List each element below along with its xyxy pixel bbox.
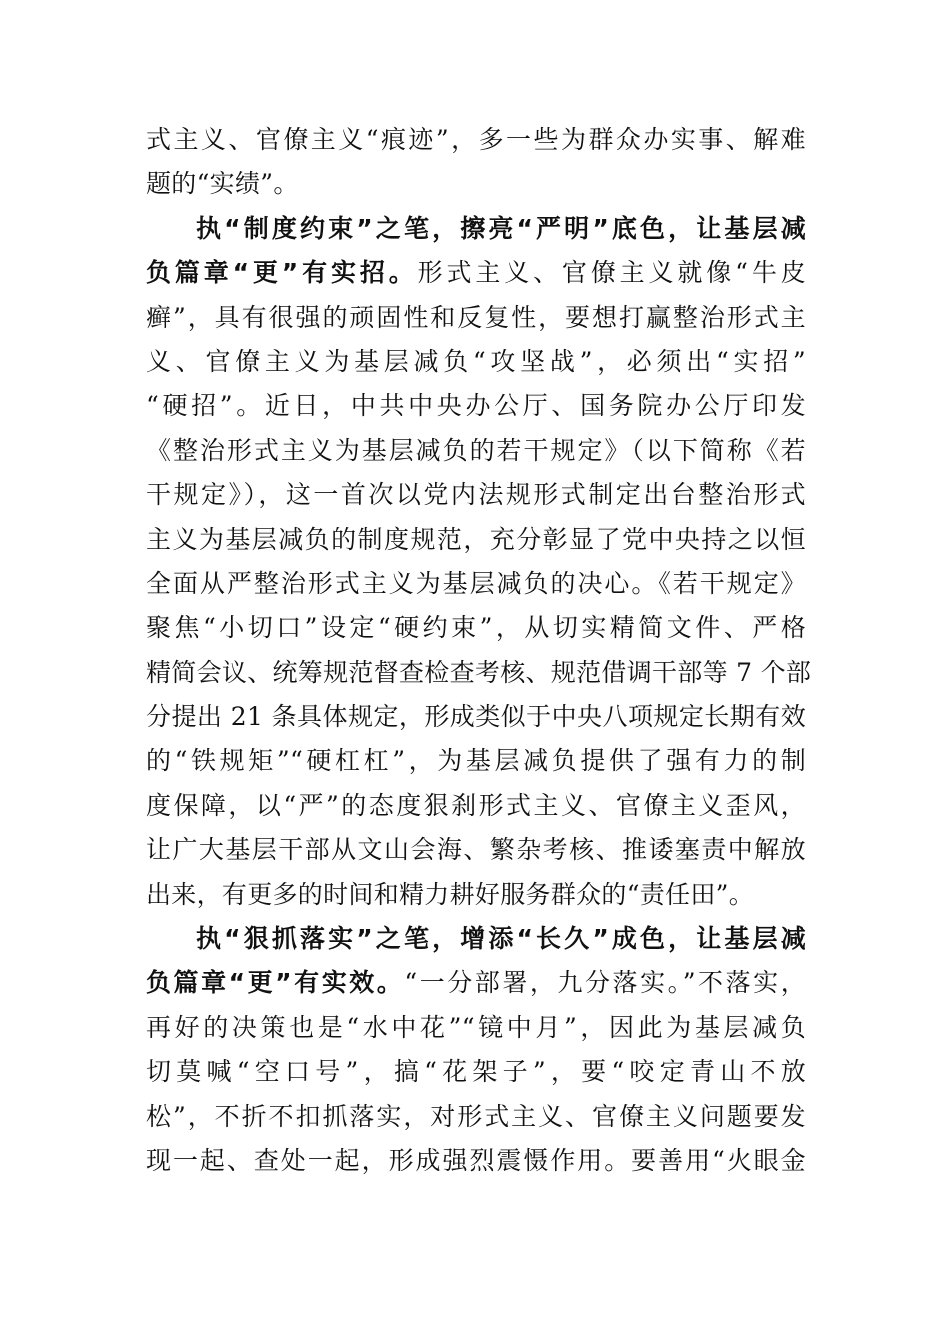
text-line <box>146 429 806 473</box>
text-line <box>146 473 806 517</box>
text-line <box>146 118 806 162</box>
section-heading-text: 执“制度约束”之笔，擦亮“严明”底色，让基层减 <box>196 213 806 243</box>
text-line <box>146 695 806 739</box>
line-text: 《整治形式主义为基层减负的若干规定》（以下简称《若 <box>146 435 806 465</box>
line-text: 的“铁规矩”“硬杠杠”，为基层减负提供了强有力的制 <box>146 746 806 776</box>
text-line <box>146 828 806 872</box>
section-heading-text: 执“狠抓落实”之笔，增添“长久”成色，让基层减 <box>196 924 806 954</box>
text-line <box>146 606 806 650</box>
line-text: 形式主义、官僚主义就像“牛皮 <box>417 258 806 288</box>
text-line <box>146 384 806 428</box>
text-line <box>146 1050 806 1094</box>
line-text: 癣”，具有很强的顽固性和反复性，要想打赢整治形式主 <box>146 302 806 332</box>
text-line <box>146 961 806 1005</box>
text-line <box>146 340 806 384</box>
line-text: 全面从严整治形式主义为基层减负的决心。《若干规定》 <box>146 568 806 598</box>
line-text: 切莫喊“空口号”，搞“花架子”，要“咬定青山不放 <box>146 1057 806 1087</box>
text-line <box>146 873 806 917</box>
line-text: 松”，不折不扣抓落实，对形式主义、官僚主义问题要发 <box>146 1101 806 1131</box>
line-text: 干规定》），这一首次以党内法规形式制定出台整治形式 <box>146 480 806 510</box>
line-text: 式主义、官僚主义“痕迹”，多一些为群众办实事、解难 <box>146 125 806 154</box>
text-line <box>146 784 806 828</box>
line-text: 题的“实绩”。 <box>146 169 299 199</box>
text-line <box>146 296 806 340</box>
text-line <box>146 739 806 783</box>
line-text: 主义为基层减负的制度规范，充分彰显了党中央持之以恒 <box>146 524 806 554</box>
text-line <box>146 1139 806 1183</box>
text-line <box>146 651 812 695</box>
line-text: 再好的决策也是“水中花”“镜中月”，因此为基层减负 <box>146 1012 806 1042</box>
line-text: 现一起、查处一起，形成强烈震慑作用。要善用“火眼金 <box>146 1145 806 1175</box>
line-text: 聚焦“小切口”设定“硬约束”，从切实精简文件、严格 <box>146 613 806 643</box>
line-text: 出来，有更多的时间和精力耕好服务群众的“责任田”。 <box>146 879 755 909</box>
text-line <box>146 162 806 206</box>
text-line <box>146 207 806 251</box>
line-text: 精简会议、统筹规范督查检查考核、规范借调干部等 7 个部 <box>146 657 812 687</box>
text-line <box>146 562 806 606</box>
line-text: “一分部署，九分落实。”不落实， <box>404 968 806 998</box>
section-heading-text: 负篇章“更”有实招。 <box>146 258 418 288</box>
section-heading-text: 负篇章“更”有实效。 <box>146 968 405 998</box>
text-line <box>146 251 806 295</box>
line-text: “硬招”。近日，中共中央办公厅、国务院办公厅印发 <box>146 391 806 421</box>
line-text: 让广大基层干部从文山会海、繁杂考核、推诿塞责中解放 <box>146 835 806 865</box>
text-line <box>146 1095 806 1139</box>
line-text: 分提出 21 条具体规定，形成类似于中央八项规定长期有效 <box>146 702 806 732</box>
line-text: 度保障，以“严”的态度狠刹形式主义、官僚主义歪风， <box>146 790 806 820</box>
text-line <box>146 917 806 961</box>
line-text: 义、官僚主义为基层减负“攻坚战”，必须出“实招” <box>146 346 806 376</box>
body-text <box>146 118 812 1183</box>
text-line <box>146 1006 806 1050</box>
text-line <box>146 518 806 562</box>
